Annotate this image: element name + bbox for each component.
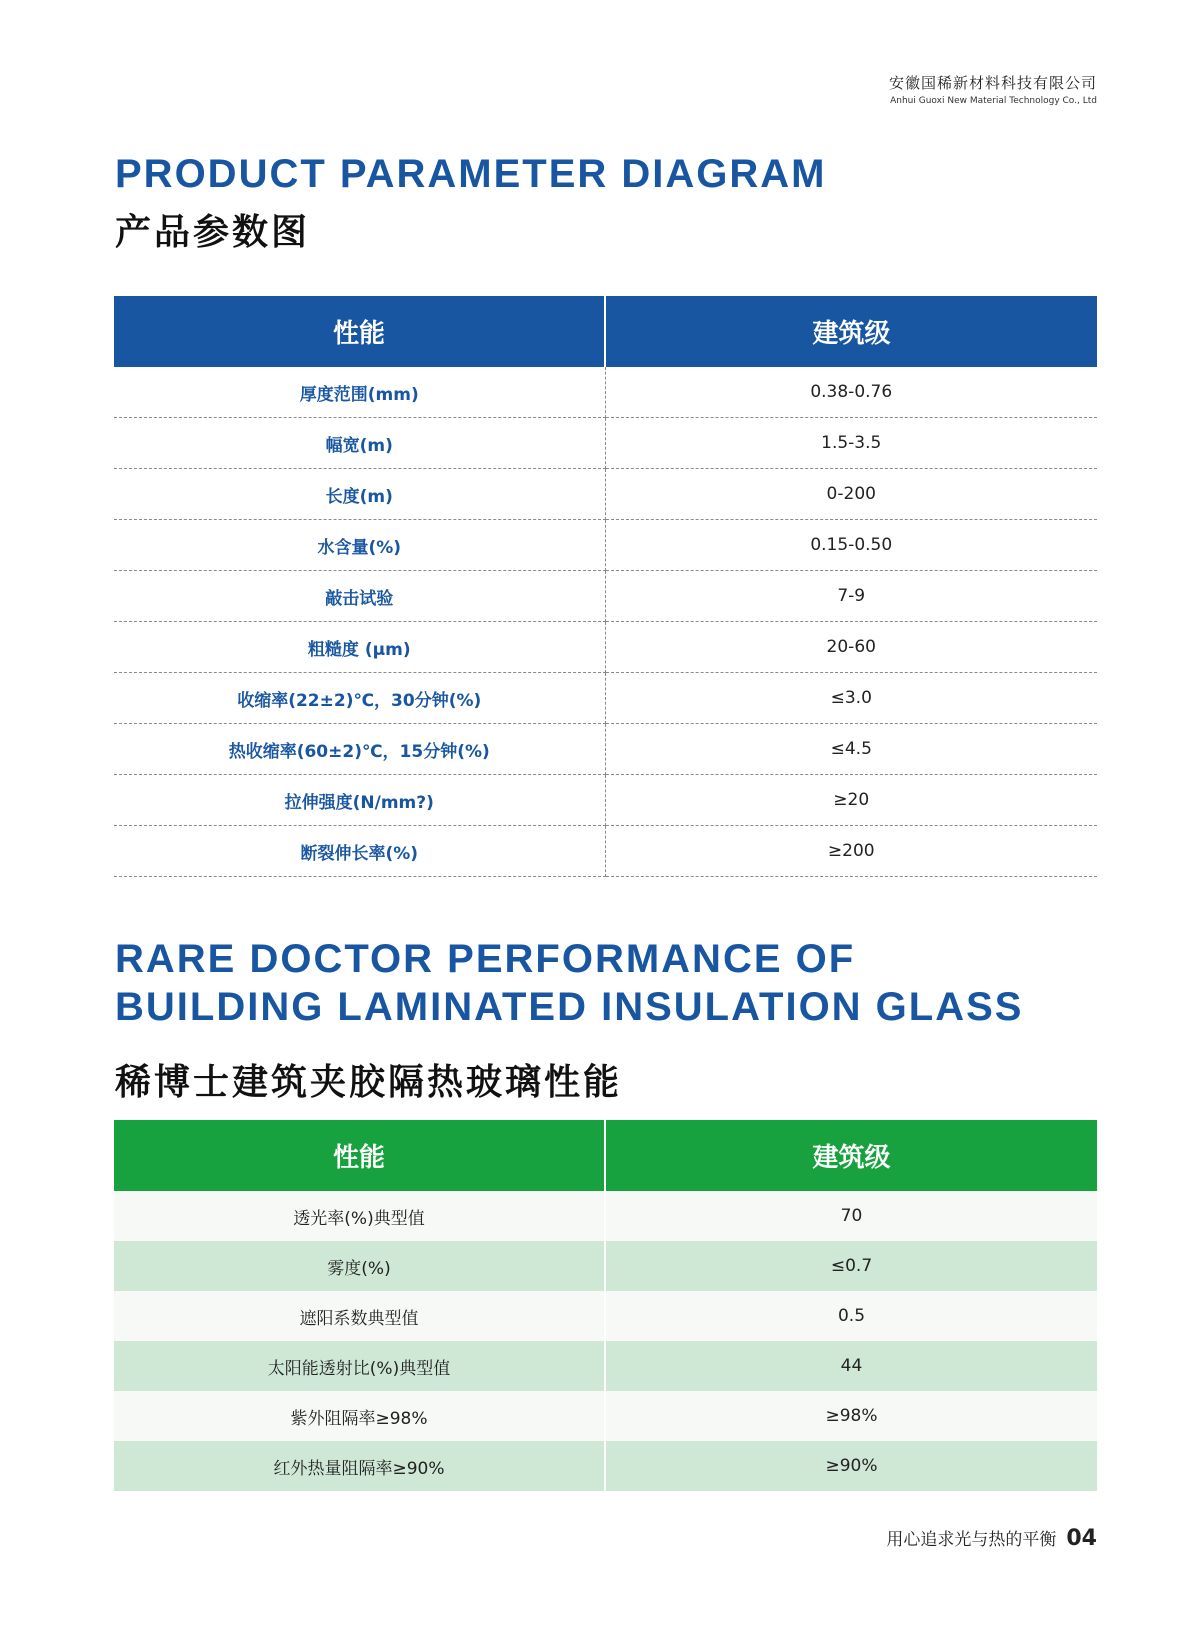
value-cell: 0.5 [605,1291,1097,1341]
value-cell: 70 [605,1191,1097,1241]
table-row [114,724,1097,775]
company-name-cn: 安徽国稀新材料科技有限公司 [888,74,1097,92]
value-cell: ≤3.0 [605,673,1097,724]
value-cell: 0.15-0.50 [605,520,1097,571]
property-cell: 长度(m) [114,469,605,520]
column-header-property: 性能 [114,1120,605,1191]
value-cell: 7-9 [605,571,1097,622]
section2-title-en [115,935,1023,1031]
value-cell: 1.5-3.5 [605,418,1097,469]
value-cell: ≥200 [605,826,1097,877]
table-row [114,1441,1097,1491]
value-cell: 0-200 [605,469,1097,520]
table-row [114,622,1097,673]
table-header-row [114,296,1097,367]
section2-title-en-line1: RARE DOCTOR PERFORMANCE OF [115,937,856,981]
table-header-row [114,1120,1097,1191]
property-cell: 太阳能透射比(%)典型值 [114,1341,605,1391]
company-header [889,72,1097,106]
footer-slogan: 用心追求光与热的平衡 [886,1530,1057,1550]
table-row [114,469,1097,520]
property-cell: 敲击试验 [114,571,605,622]
company-name-en: Anhui Guoxi New Material Technology Co., Ltd [890,96,1097,106]
page-footer [886,1525,1097,1551]
value-cell: ≥20 [605,775,1097,826]
table-row [114,826,1097,877]
property-cell: 雾度(%) [114,1241,605,1291]
column-header-grade: 建筑级 [605,1120,1097,1191]
value-cell: ≤0.7 [605,1241,1097,1291]
property-cell: 热收缩率(60±2)℃，15分钟(%) [114,724,605,775]
property-cell: 粗糙度 (μm) [114,622,605,673]
section1-title-cn: 产品参数图 [115,212,311,253]
property-cell: 断裂伸长率(%) [114,826,605,877]
property-cell: 厚度范围(mm) [114,367,605,418]
product-parameter-table [114,296,1097,877]
section1-title-en: PRODUCT PARAMETER DIAGRAM [115,152,827,196]
value-cell: ≥98% [605,1391,1097,1441]
property-cell: 遮阳系数典型值 [114,1291,605,1341]
value-cell: 44 [605,1341,1097,1391]
section2-title-en-line2: BUILDING LAMINATED INSULATION GLASS [115,985,1024,1029]
table-row [114,1291,1097,1341]
property-cell: 拉伸强度(N/mm?) [114,775,605,826]
column-header-property: 性能 [114,296,605,367]
table-row [114,775,1097,826]
property-cell: 红外热量阻隔率≥90% [114,1441,605,1491]
glass-performance-table [114,1120,1097,1491]
section2-title-cn: 稀博士建筑夹胶隔热玻璃性能 [115,1062,623,1103]
property-cell: 幅宽(m) [114,418,605,469]
property-cell: 水含量(%) [114,520,605,571]
property-cell: 透光率(%)典型值 [114,1191,605,1241]
table-row [114,520,1097,571]
table-row [114,1241,1097,1291]
value-cell: 20-60 [605,622,1097,673]
table-row [114,1341,1097,1391]
table-row [114,673,1097,724]
property-cell: 收缩率(22±2)℃，30分钟(%) [114,673,605,724]
table-row [114,367,1097,418]
value-cell: ≤4.5 [605,724,1097,775]
table-row [114,1391,1097,1441]
page-number: 04 [1066,1526,1097,1551]
table-row [114,571,1097,622]
value-cell: ≥90% [605,1441,1097,1491]
table-row [114,1191,1097,1241]
property-cell: 紫外阻隔率≥98% [114,1391,605,1441]
table-row [114,418,1097,469]
column-header-grade: 建筑级 [605,296,1097,367]
value-cell: 0.38-0.76 [605,367,1097,418]
